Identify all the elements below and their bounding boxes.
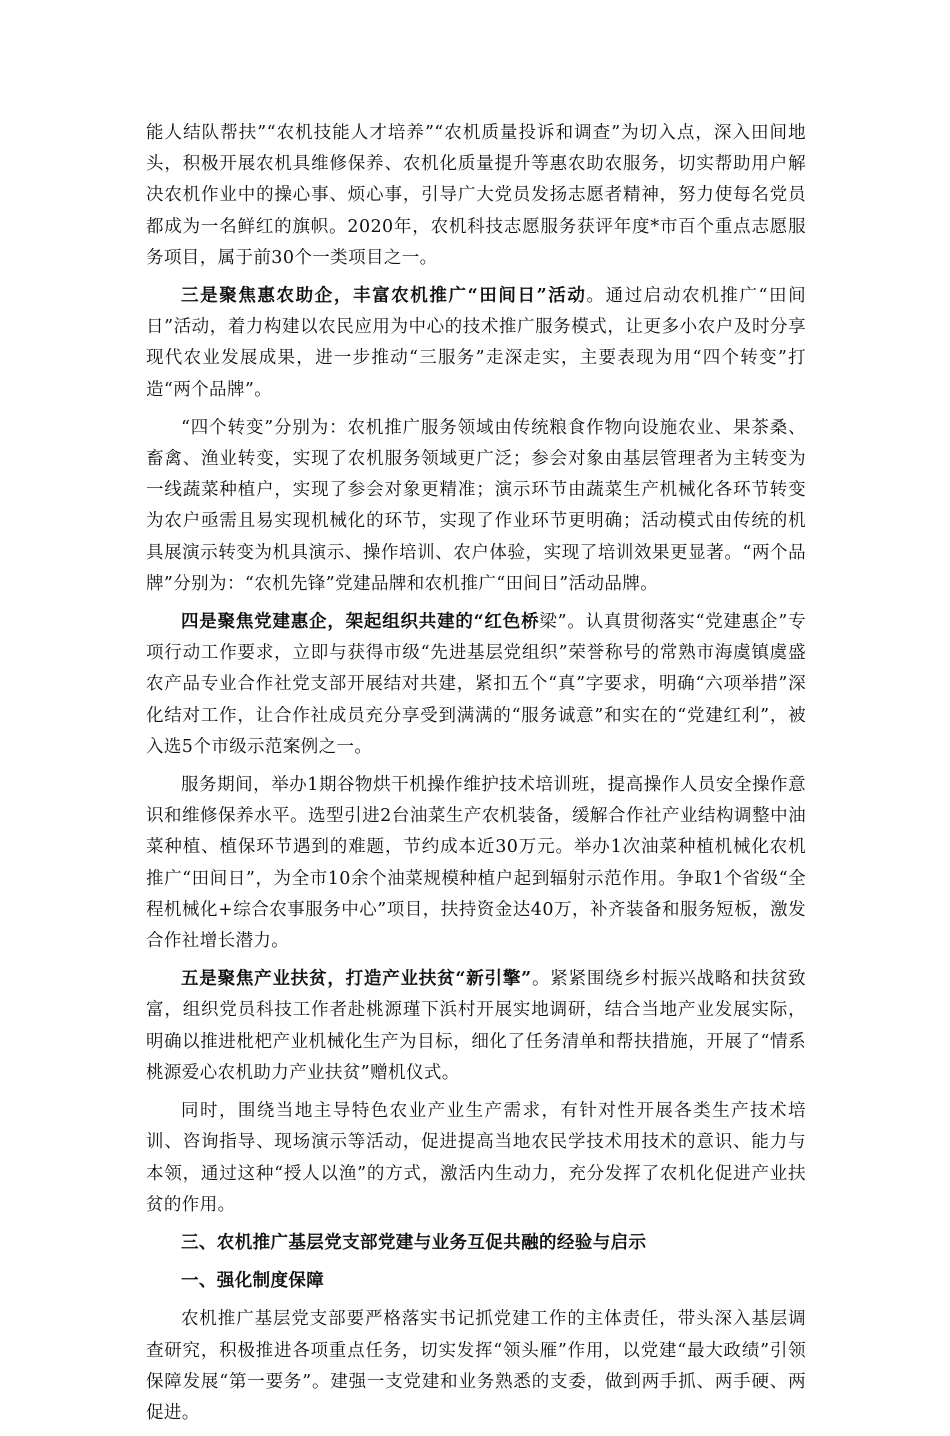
- paragraph-lead: 三是聚焦惠农助企，丰富农机推广“田间日”活动: [181, 286, 587, 307]
- paragraph-red-bridge: [146, 607, 806, 763]
- document-body: [146, 118, 806, 1436]
- paragraph-text: 。通过启动农机推广“田间日”活动，着力构建以农民应用为中心的技术推广服务模式，让更多小农户及时分享现代农业发展成果，进一步推动“三服务”走深走实，主要表现为用“四个转变”打造“两个品牌”。: [146, 286, 807, 400]
- paragraph-volunteer-service: [146, 118, 806, 274]
- paragraph-lead: 五是聚焦产业扶贫，打造产业扶贫“新引擎”: [181, 969, 532, 990]
- paragraph-industry-poverty: [146, 964, 806, 1089]
- section-heading: 三、农机推广基层党支部党建与业务互促共融的经验与启示: [181, 1232, 647, 1253]
- paragraph-meanwhile: [146, 1096, 806, 1221]
- paragraph-text: “四个转变”分别为：农机推广服务领域由传统粮食作物向设施农业、果茶桑、畜禽、渔业转变，实现了农机服务领域更广泛；参会对象由基层管理者为主转变为一线蔬菜种植户，实现了参会对象更精准；演示环节由蔬菜生产机械化各环节转变为农户亟需且易实现机械化的环节，实现了作业环节更明确；活动模式由传统的机具展演示转变为机具演示、操作培训、农户体验，实现了培训效果更显著。“两个品牌”分别为：“农机先锋”党建品牌和农机推广“田间日”活动品牌。: [146, 417, 806, 594]
- paragraph-text: 梁”。认真贯彻落实“党建惠企”专项行动工作要求，立即与获得市级“先进基层党组织”荣誉称号的常熟市海虞镇虞盛农产品专业合作社党支部开展结对共建，紧扣五个“真”字要求，明确“六项举措”深化结对工作，让合作社成员充分享受到满满的“服务诚意”和实在的“党建红利”，被入选5个市级示范案例之一。: [146, 612, 806, 757]
- sub-heading: 一、强化制度保障: [181, 1271, 325, 1292]
- paragraph-text: 。紧紧围绕乡村振兴战略和扶贫致富，组织党员科技工作者赴桃源瑾下浜村开展实地调研，结合当地产业发展实际，明确以推进枇杷产业机械化生产为目标，细化了任务清单和帮扶措施，开展了“情系桃源爱心农机助力产业扶贫”赠机仪式。: [146, 969, 807, 1083]
- paragraph-lead: 四是聚焦党建惠企，架起组织共建的“红色桥: [181, 612, 540, 633]
- paragraph-system-guarantee: [146, 1304, 806, 1429]
- paragraph-text: 同时，围绕当地主导特色农业产业生产需求，有针对性开展各类生产技术培训、咨询指导、现场演示等活动，促进提高当地农民学技术用技术的意识、能力与本领，通过这种“授人以渔”的方式，激活内生动力，充分发挥了农机化促进产业扶贫的作用。: [146, 1101, 806, 1215]
- paragraph-text: 服务期间，举办1期谷物烘干机操作维护技术培训班，提高操作人员安全操作意识和维修保养水平。选型引进2台油菜生产农机装备，缓解合作社产业结构调整中油菜种植、植保环节遇到的难题，节约成本近30万元。举办1次油菜种植机械化农机推广“田间日”，为全市10余个油菜规模种植户起到辐射示范作用。争取1个省级“全程机械化+综合农事服务中心”项目，扶持资金达40万，补齐装备和服务短板，激发合作社增长潜力。: [146, 775, 806, 952]
- paragraph-text: 农机推广基层党支部要严格落实书记抓党建工作的主体责任，带头深入基层调查研究，积极推进各项重点任务，切实发挥“领头雁”作用，以党建“最大政绩”引领保障发展“第一要务”。建强一支党建和业务熟悉的支委，做到两手抓、两手硬、两促进。: [146, 1309, 806, 1423]
- paragraph-four-transitions: [146, 413, 806, 600]
- paragraph-service-period: [146, 770, 806, 957]
- paragraph-field-day: [146, 281, 806, 406]
- paragraph-text: 能人结队帮扶”“农机技能人才培养”“农机质量投诉和调查”为切入点，深入田间地头，积极开展农机具维修保养、农机化质量提升等惠农助农服务，切实帮助用户解决农机作业中的操心事、烦心事，引导广大党员发扬志愿者精神，努力使每名党员都成为一名鲜红的旗帜。2020年，农机科技志愿服务获评年度*市百个重点志愿服务项目，属于前30个一类项目之一。: [146, 123, 806, 268]
